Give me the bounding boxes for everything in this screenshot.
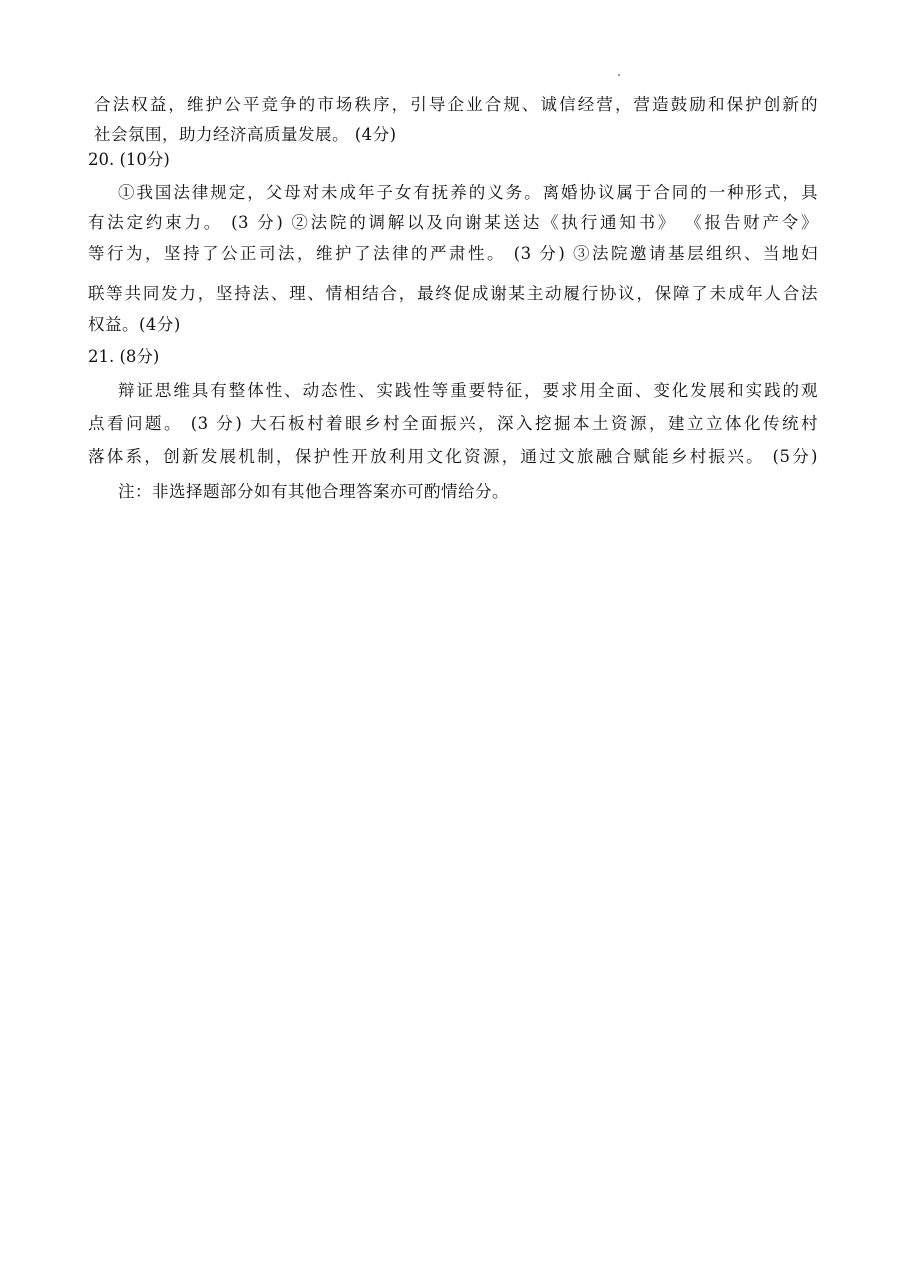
q20-line-5: 权益。(4分) — [88, 315, 181, 334]
q21-heading: 21. (8分) — [88, 347, 160, 366]
scan-speck — [618, 74, 620, 76]
q20-line-3: 等行为，坚持了公正司法，维护了法律的严肃性。 (3 分) ③法院邀请基层组织、当地妇 — [88, 244, 818, 263]
q20-line-4: 联等共同发力，坚持法、理、情相结合，最终促成谢某主动履行协议，保障了未成年人合法 — [88, 284, 818, 303]
q19-line-1: 合法权益，维护公平竞争的市场秩序，引导企业合规、诚信经营，营造鼓励和保护创新的 — [94, 95, 818, 114]
q21-line-2: 点看问题。 (3 分) 大石板村着眼乡村全面振兴，深入挖掘本土资源，建立立体化传统村 — [88, 414, 818, 433]
q20-line-1: ①我国法律规定，父母对未成年子女有抚养的义务。离婚协议属于合同的一种形式，具 — [118, 183, 818, 202]
q21-line-1: 辩证思维具有整体性、动态性、实践性等重要特征，要求用全面、变化发展和实践的观 — [118, 381, 818, 400]
q20-line-2: 有法定约束力。 (3 分) ②法院的调解以及向谢某送达《执行通知书》 《报告财产令》 — [88, 213, 818, 232]
q21-line-3: 落体系，创新发展机制，保护性开放利用文化资源，通过文旅融合赋能乡村振兴。 (5分) — [88, 447, 818, 466]
q20-heading: 20. (10分) — [88, 150, 170, 169]
grading-note: 注：非选择题部分如有其他合理答案亦可酌情给分。 — [118, 482, 509, 501]
q19-line-2: 社会氛围，助力经济高质量发展。 (4分) — [94, 125, 397, 144]
